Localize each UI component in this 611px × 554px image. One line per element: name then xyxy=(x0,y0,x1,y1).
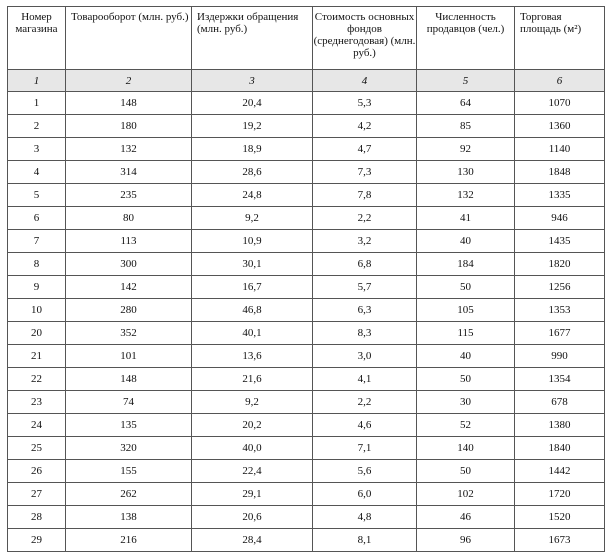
cell-sellers-count: 184 xyxy=(417,253,515,276)
cell-store-number: 10 xyxy=(8,299,66,322)
cell-fixed-assets: 5,6 xyxy=(313,460,417,483)
cell-turnover: 113 xyxy=(66,230,192,253)
cell-retail-area: 1442 xyxy=(515,460,605,483)
table-row xyxy=(8,207,605,230)
table-row xyxy=(8,230,605,253)
cell-store-number: 4 xyxy=(8,161,66,184)
cell-store-number: 5 xyxy=(8,184,66,207)
cell-retail-area: 1677 xyxy=(515,322,605,345)
column-number: 4 xyxy=(313,70,417,92)
table-row xyxy=(8,161,605,184)
table-row xyxy=(8,115,605,138)
cell-sellers-count: 46 xyxy=(417,506,515,529)
cell-circulation-costs: 16,7 xyxy=(192,276,313,299)
cell-retail-area: 1353 xyxy=(515,299,605,322)
cell-retail-area: 1520 xyxy=(515,506,605,529)
table-row xyxy=(8,391,605,414)
table-row xyxy=(8,299,605,322)
cell-store-number: 7 xyxy=(8,230,66,253)
table-row xyxy=(8,368,605,391)
cell-turnover: 142 xyxy=(66,276,192,299)
cell-retail-area: 1140 xyxy=(515,138,605,161)
header-row xyxy=(8,7,605,70)
cell-retail-area: 1820 xyxy=(515,253,605,276)
cell-fixed-assets: 2,2 xyxy=(313,207,417,230)
cell-retail-area: 678 xyxy=(515,391,605,414)
cell-fixed-assets: 5,7 xyxy=(313,276,417,299)
cell-turnover: 352 xyxy=(66,322,192,345)
table-row xyxy=(8,345,605,368)
cell-fixed-assets: 3,0 xyxy=(313,345,417,368)
cell-turnover: 74 xyxy=(66,391,192,414)
cell-retail-area: 1360 xyxy=(515,115,605,138)
cell-turnover: 280 xyxy=(66,299,192,322)
cell-store-number: 20 xyxy=(8,322,66,345)
cell-fixed-assets: 7,3 xyxy=(313,161,417,184)
cell-circulation-costs: 20,2 xyxy=(192,414,313,437)
cell-sellers-count: 132 xyxy=(417,184,515,207)
cell-turnover: 314 xyxy=(66,161,192,184)
table-row xyxy=(8,483,605,506)
cell-circulation-costs: 10,9 xyxy=(192,230,313,253)
table-row xyxy=(8,437,605,460)
cell-turnover: 320 xyxy=(66,437,192,460)
column-number: 5 xyxy=(417,70,515,92)
cell-retail-area: 1256 xyxy=(515,276,605,299)
table-row xyxy=(8,506,605,529)
cell-sellers-count: 105 xyxy=(417,299,515,322)
header-retail-area: Торговая площадь (м²) xyxy=(515,7,605,70)
stores-table xyxy=(7,6,605,552)
cell-circulation-costs: 29,1 xyxy=(192,483,313,506)
cell-store-number: 9 xyxy=(8,276,66,299)
cell-fixed-assets: 2,2 xyxy=(313,391,417,414)
cell-turnover: 300 xyxy=(66,253,192,276)
cell-retail-area: 1380 xyxy=(515,414,605,437)
cell-fixed-assets: 4,2 xyxy=(313,115,417,138)
cell-circulation-costs: 20,6 xyxy=(192,506,313,529)
cell-sellers-count: 41 xyxy=(417,207,515,230)
cell-retail-area: 1720 xyxy=(515,483,605,506)
cell-store-number: 25 xyxy=(8,437,66,460)
cell-sellers-count: 115 xyxy=(417,322,515,345)
cell-sellers-count: 102 xyxy=(417,483,515,506)
cell-circulation-costs: 22,4 xyxy=(192,460,313,483)
cell-fixed-assets: 6,0 xyxy=(313,483,417,506)
cell-store-number: 26 xyxy=(8,460,66,483)
cell-fixed-assets: 6,8 xyxy=(313,253,417,276)
column-number-row xyxy=(8,70,605,92)
cell-circulation-costs: 21,6 xyxy=(192,368,313,391)
cell-fixed-assets: 8,3 xyxy=(313,322,417,345)
cell-retail-area: 1435 xyxy=(515,230,605,253)
cell-retail-area: 946 xyxy=(515,207,605,230)
cell-fixed-assets: 6,3 xyxy=(313,299,417,322)
cell-fixed-assets: 4,7 xyxy=(313,138,417,161)
cell-turnover: 216 xyxy=(66,529,192,552)
cell-retail-area: 1673 xyxy=(515,529,605,552)
cell-circulation-costs: 28,6 xyxy=(192,161,313,184)
cell-fixed-assets: 5,3 xyxy=(313,92,417,115)
cell-circulation-costs: 24,8 xyxy=(192,184,313,207)
table-row xyxy=(8,322,605,345)
cell-circulation-costs: 9,2 xyxy=(192,207,313,230)
cell-fixed-assets: 8,1 xyxy=(313,529,417,552)
cell-sellers-count: 96 xyxy=(417,529,515,552)
cell-turnover: 180 xyxy=(66,115,192,138)
table-row xyxy=(8,529,605,552)
header-circulation-costs: Издержки обращения (млн. руб.) xyxy=(192,7,313,70)
cell-sellers-count: 130 xyxy=(417,161,515,184)
cell-fixed-assets: 4,1 xyxy=(313,368,417,391)
column-number: 2 xyxy=(66,70,192,92)
cell-turnover: 148 xyxy=(66,368,192,391)
cell-retail-area: 1840 xyxy=(515,437,605,460)
cell-retail-area: 1848 xyxy=(515,161,605,184)
cell-circulation-costs: 46,8 xyxy=(192,299,313,322)
table-row xyxy=(8,460,605,483)
table-row xyxy=(8,253,605,276)
cell-sellers-count: 52 xyxy=(417,414,515,437)
cell-sellers-count: 50 xyxy=(417,460,515,483)
cell-sellers-count: 64 xyxy=(417,92,515,115)
column-number: 1 xyxy=(8,70,66,92)
cell-turnover: 138 xyxy=(66,506,192,529)
cell-circulation-costs: 9,2 xyxy=(192,391,313,414)
cell-circulation-costs: 13,6 xyxy=(192,345,313,368)
table-row xyxy=(8,138,605,161)
cell-turnover: 235 xyxy=(66,184,192,207)
table-row xyxy=(8,276,605,299)
cell-circulation-costs: 20,4 xyxy=(192,92,313,115)
cell-store-number: 1 xyxy=(8,92,66,115)
cell-circulation-costs: 19,2 xyxy=(192,115,313,138)
cell-circulation-costs: 28,4 xyxy=(192,529,313,552)
cell-turnover: 80 xyxy=(66,207,192,230)
header-turnover: Товарооборот (млн. руб.) xyxy=(66,7,192,70)
cell-turnover: 155 xyxy=(66,460,192,483)
cell-turnover: 135 xyxy=(66,414,192,437)
header-sellers-count: Численность продавцов (чел.) xyxy=(417,7,515,70)
cell-sellers-count: 30 xyxy=(417,391,515,414)
cell-turnover: 262 xyxy=(66,483,192,506)
cell-turnover: 101 xyxy=(66,345,192,368)
cell-fixed-assets: 4,8 xyxy=(313,506,417,529)
cell-circulation-costs: 40,1 xyxy=(192,322,313,345)
cell-store-number: 8 xyxy=(8,253,66,276)
header-store-number: Номер магазина xyxy=(8,7,66,70)
table-row xyxy=(8,184,605,207)
cell-retail-area: 1335 xyxy=(515,184,605,207)
cell-circulation-costs: 30,1 xyxy=(192,253,313,276)
cell-circulation-costs: 40,0 xyxy=(192,437,313,460)
cell-store-number: 29 xyxy=(8,529,66,552)
cell-store-number: 2 xyxy=(8,115,66,138)
cell-retail-area: 1070 xyxy=(515,92,605,115)
column-number: 3 xyxy=(192,70,313,92)
cell-sellers-count: 50 xyxy=(417,276,515,299)
column-number: 6 xyxy=(515,70,605,92)
cell-fixed-assets: 7,1 xyxy=(313,437,417,460)
cell-sellers-count: 85 xyxy=(417,115,515,138)
cell-sellers-count: 40 xyxy=(417,345,515,368)
cell-store-number: 23 xyxy=(8,391,66,414)
table-row xyxy=(8,92,605,115)
cell-circulation-costs: 18,9 xyxy=(192,138,313,161)
cell-store-number: 21 xyxy=(8,345,66,368)
cell-store-number: 27 xyxy=(8,483,66,506)
cell-sellers-count: 92 xyxy=(417,138,515,161)
cell-turnover: 148 xyxy=(66,92,192,115)
cell-fixed-assets: 3,2 xyxy=(313,230,417,253)
cell-store-number: 3 xyxy=(8,138,66,161)
cell-fixed-assets: 7,8 xyxy=(313,184,417,207)
cell-retail-area: 990 xyxy=(515,345,605,368)
cell-turnover: 132 xyxy=(66,138,192,161)
cell-fixed-assets: 4,6 xyxy=(313,414,417,437)
header-fixed-assets: Стоимость основных фондов (среднегодовая) (млн. руб.) xyxy=(313,7,417,70)
cell-store-number: 22 xyxy=(8,368,66,391)
cell-sellers-count: 40 xyxy=(417,230,515,253)
table-row xyxy=(8,414,605,437)
cell-store-number: 6 xyxy=(8,207,66,230)
cell-store-number: 28 xyxy=(8,506,66,529)
cell-sellers-count: 50 xyxy=(417,368,515,391)
cell-retail-area: 1354 xyxy=(515,368,605,391)
cell-sellers-count: 140 xyxy=(417,437,515,460)
cell-store-number: 24 xyxy=(8,414,66,437)
